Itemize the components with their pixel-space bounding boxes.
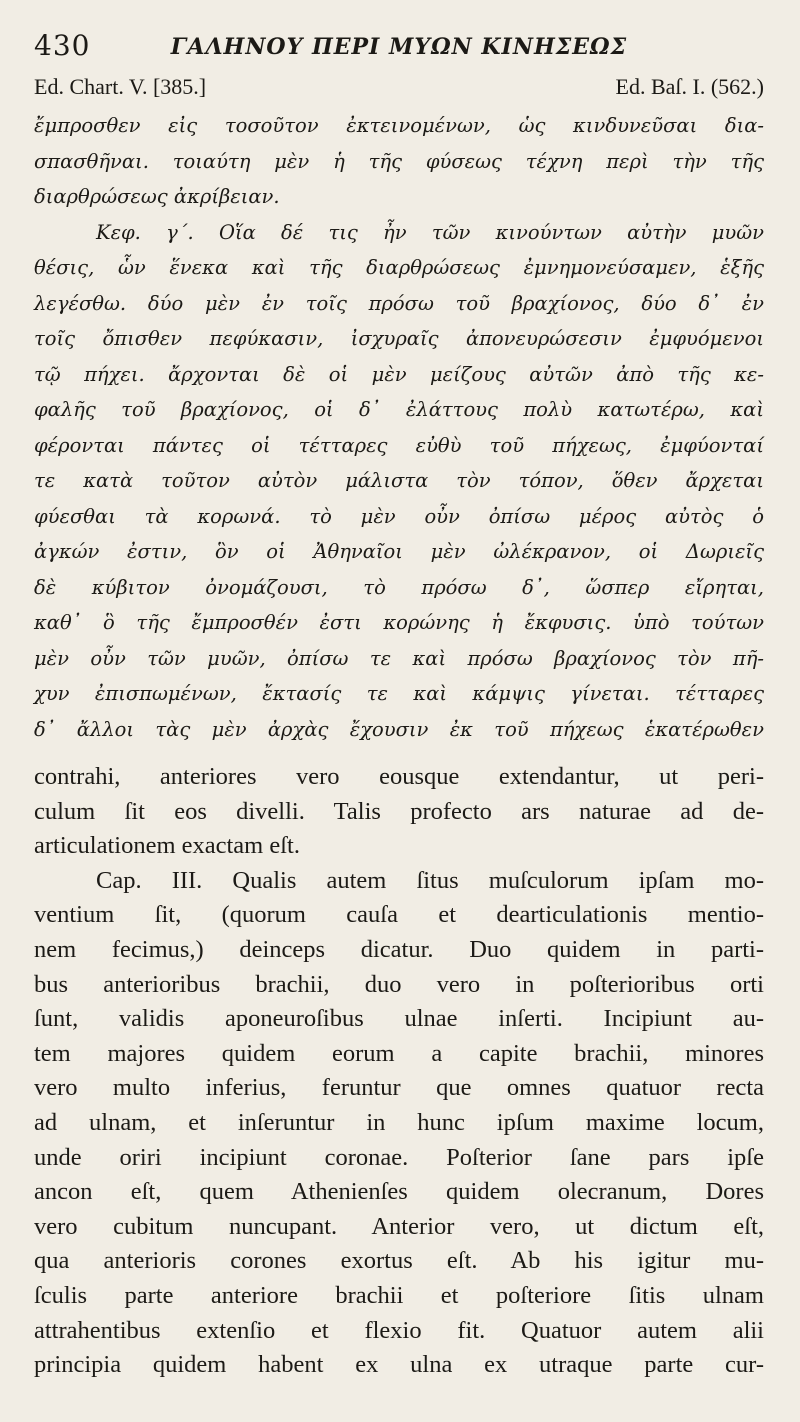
latin-line: ancon eſt, quem Athenienſes quidem olecranum, Dores <box>34 1178 764 1206</box>
greek-line: διαρθρώσεως ἀκρίβειαν. <box>34 185 280 208</box>
latin-line: ſculis parte anteriore brachii et poſteriore ſitis ulnam <box>34 1281 764 1309</box>
greek-line: μὲν οὖν τῶν μυῶν, ὀπίσω τε καὶ πρόσω βραχίονος τὸν πῆ- <box>34 646 764 670</box>
greek-line: τοῖς ὄπισθεν πεφύκασιν, ἰσχυραῖς ἀπονευρώσεσιν ἐμφυόμενοι <box>34 327 764 350</box>
latin-line: bus anterioribus brachii, duo vero in poſterioribus orti <box>34 970 764 998</box>
greek-line: δ᾽ ἄλλοι τὰς μὲν ἀρχὰς ἔχουσιν ἐκ τοῦ πήχεως ἑκατέρωθεν <box>34 717 764 741</box>
latin-line: ſunt, validis aponeuroſibus ulnae inſerti. Incipiunt au- <box>34 1005 764 1033</box>
latin-line: ad ulnam, et inſeruntur in hunc ipſum maxime locum, <box>34 1108 764 1136</box>
running-title: ΓΑΛΗΝΟΥ ΠΕΡΙ ΜΥΩΝ ΚΙΝΗΣΕΩΣ <box>170 34 628 60</box>
latin-line: attrahentibus extenſio et flexio fit. Quatuor autem alii <box>34 1316 764 1344</box>
greek-line: ἔμπροσθεν εἰς τοσοῦτον ἐκτεινομένων, ὡς κινδυνεῦσαι δια- <box>34 114 764 137</box>
greek-chapter-heading-line: Κεφ. γ΄. Οἵα δέ τις ἦν τῶν κινούντων αὐτὴν μυῶν <box>96 220 764 244</box>
greek-line: φέρονται πάντες οἱ τέτταρες εὐθὺ τοῦ πήχεως, ἐμφύονταί <box>34 433 764 457</box>
greek-line: δὲ κύβιτον ὀνομάζουσι, τὸ πρόσω δ᾽, ὥσπερ εἴρηται, <box>34 575 764 599</box>
latin-line: vero multo inferius, feruntur que omnes quatuor recta <box>34 1074 764 1102</box>
latin-line: unde oriri incipiunt coronae. Poſterior ſane pars ipſe <box>34 1143 764 1171</box>
latin-line: nem fecimus,) deinceps dicatur. Duo quidem in parti- <box>34 935 764 963</box>
page-header <box>34 28 764 68</box>
greek-line: τῷ πήχει. ἄρχονται δὲ οἱ μὲν μείζους αὐτῶν ἀπὸ τῆς κε- <box>34 362 764 386</box>
edition-reference-right: Ed. Baſ. I. (562.) <box>615 74 764 99</box>
greek-line: ἀγκών ἐστιν, ὃν οἱ Ἀθηναῖοι μὲν ὠλέκρανον, οἱ Δωριεῖς <box>34 540 764 563</box>
latin-line: ventium ſit, (quorum cauſa et dearticulationis mentio- <box>34 901 764 929</box>
greek-line: τε κατὰ τοῦτον αὐτὸν μάλιστα τὸν τόπον, ὅθεν ἄρχεται <box>34 469 764 492</box>
latin-chapter-heading-line: Cap. III. Qualis autem ſitus muſculorum ipſam mo- <box>96 866 764 894</box>
greek-line: καθ᾽ ὃ τῆς ἔμπροσθέν ἐστι κορώνης ἡ ἔκφυσις. ὑπὸ τούτων <box>34 611 764 634</box>
greek-line: φύεσθαι τὰ κορωνά. τὸ μὲν οὖν ὀπίσω μέρος αὐτὸς ὁ <box>34 504 764 528</box>
greek-line: λεγέσθω. δύο μὲν ἐν τοῖς πρόσω τοῦ βραχίονος, δύο δ᾽ ἐν <box>34 291 764 315</box>
greek-line: φαλῆς τοῦ βραχίονος, οἱ δ᾽ ἐλάττους πολὺ κατωτέρω, καὶ <box>34 398 764 421</box>
edition-references <box>34 74 764 106</box>
latin-line: articulationem exactam eſt. <box>34 832 300 860</box>
greek-line: χυν ἐπισπωμένων, ἔκτασίς τε καὶ κάμψις γίνεται. τέτταρες <box>34 682 764 705</box>
latin-line: culum ſit eos divelli. Talis profecto ars naturae ad de- <box>34 797 764 825</box>
greek-line: σπασθῆναι. τοιαύτη μὲν ἡ τῆς φύσεως τέχνη περὶ τὴν τῆς <box>34 149 764 173</box>
greek-text-block <box>34 108 764 747</box>
latin-line: contrahi, anteriores vero eousque extendantur, ut peri- <box>34 763 764 790</box>
greek-line: θέσις, ὧν ἕνεκα καὶ τῆς διαρθρώσεως ἐμνημονεύσαμεν, ἑξῆς <box>34 256 764 279</box>
edition-reference-left: Ed. Chart. V. [385.] <box>34 74 207 99</box>
latin-line: tem majores quidem eorum a capite brachii, minores <box>34 1039 764 1067</box>
latin-text-block <box>34 760 764 1383</box>
latin-line: qua anterioris corones exortus eſt. Ab his igitur mu- <box>34 1247 764 1275</box>
latin-line: principia quidem habent ex ulna ex utraque parte cur- <box>34 1351 764 1379</box>
page-number: 430 <box>34 29 91 62</box>
latin-line: vero cubitum nuncupant. Anterior vero, ut dictum eſt, <box>34 1212 764 1240</box>
